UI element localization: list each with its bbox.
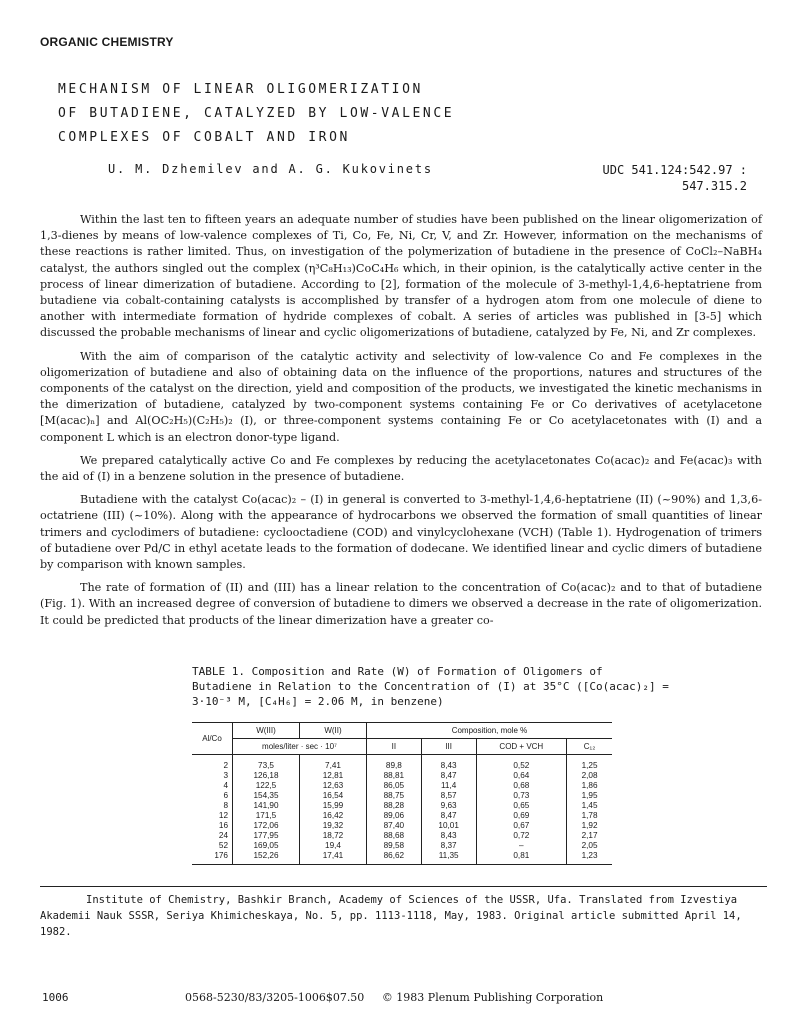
table-cell: 0,73 bbox=[476, 791, 567, 801]
table-cell: 3 bbox=[223, 771, 228, 780]
table-row bbox=[192, 811, 612, 821]
table-cell: 154,35 bbox=[233, 791, 300, 801]
table-cell: 89,58 bbox=[367, 841, 422, 851]
table-cell: 73,5 bbox=[233, 755, 300, 772]
table-cell: 10,01 bbox=[421, 821, 476, 831]
table-cell: 15,99 bbox=[300, 801, 367, 811]
table-row bbox=[192, 791, 612, 801]
table-cell: 89,8 bbox=[367, 755, 422, 772]
table-cell: 17,41 bbox=[300, 851, 367, 865]
table-row bbox=[192, 801, 612, 811]
table-cell: 122,5 bbox=[233, 781, 300, 791]
table-row bbox=[192, 781, 612, 791]
article-title bbox=[58, 78, 454, 150]
table-cell: 1,78 bbox=[567, 811, 612, 821]
table-cell: 9,63 bbox=[421, 801, 476, 811]
publication-line bbox=[185, 991, 617, 1004]
table-cell: 172,06 bbox=[233, 821, 300, 831]
table-cell: 8,37 bbox=[421, 841, 476, 851]
table-cell: 141,90 bbox=[233, 801, 300, 811]
table-cell: 89,06 bbox=[367, 811, 422, 821]
udc-code bbox=[603, 162, 748, 194]
table-cell: 2,08 bbox=[567, 771, 612, 781]
table-cell: 8,43 bbox=[421, 755, 476, 772]
title-line: COMPLEXES OF COBALT AND IRON bbox=[58, 130, 350, 145]
table-cell: 88,68 bbox=[367, 831, 422, 841]
col-header-units: moles/liter · sec · 10⁷ bbox=[233, 739, 367, 755]
table-cell: 24 bbox=[218, 831, 228, 840]
table-row bbox=[192, 831, 612, 841]
col-header-ii: II bbox=[367, 739, 422, 755]
col-header-w3: W(III) bbox=[233, 723, 300, 739]
col-header-iii: III bbox=[421, 739, 476, 755]
table-cell: 19,32 bbox=[300, 821, 367, 831]
title-line: OF BUTADIENE, CATALYZED BY LOW-VALENCE bbox=[58, 106, 455, 121]
data-table bbox=[192, 722, 612, 865]
udc-line: 547.315.2 bbox=[681, 179, 747, 193]
table-cell: 1,95 bbox=[567, 791, 612, 801]
col-header-composition: Composition, mole % bbox=[367, 723, 613, 739]
table-cell: 11,4 bbox=[421, 781, 476, 791]
page-number: 1006 bbox=[42, 991, 69, 1004]
table-cell: 0,52 bbox=[476, 755, 567, 772]
table-cell: 88,81 bbox=[367, 771, 422, 781]
table-cell: 2 bbox=[223, 761, 228, 770]
table-cell: 86,05 bbox=[367, 781, 422, 791]
table-cell: 1,86 bbox=[567, 781, 612, 791]
table-cell: 8,47 bbox=[421, 811, 476, 821]
table-cell: 0,67 bbox=[476, 821, 567, 831]
col-header-w2: W(II) bbox=[300, 723, 367, 739]
table-cell: 1,25 bbox=[567, 755, 612, 772]
table-cell: 2,17 bbox=[567, 831, 612, 841]
table-row bbox=[192, 755, 612, 772]
col-header-c12: C₁₂ bbox=[567, 739, 612, 755]
table-cell: 0,72 bbox=[476, 831, 567, 841]
table-body bbox=[192, 755, 612, 865]
table-cell: 126,18 bbox=[233, 771, 300, 781]
table-cell: 88,28 bbox=[367, 801, 422, 811]
paragraph: The rate of formation of (II) and (III) has a linear relation to the concentration of Co(acac)₂ and to that of butadiene (Fig. 1). With an increased degree of conversion of butadiene to dimers we observed a decrease in the rate of oligomerization. It could be predicted that products of the linear dimerization have a greater co- bbox=[40, 581, 762, 627]
section-label: ORGANIC CHEMISTRY bbox=[40, 35, 174, 49]
table-cell: 1,45 bbox=[567, 801, 612, 811]
table-cell: 12,63 bbox=[300, 781, 367, 791]
caption-line: Butadiene in Relation to the Concentration of (I) at 35°C ([Co(acac)₂] = bbox=[192, 680, 669, 693]
table-cell: 11,35 bbox=[421, 851, 476, 865]
article-code: 0568-5230/83/3205-1006$07.50 bbox=[185, 991, 365, 1004]
col-header-cod-vch: COD + VCH bbox=[476, 739, 567, 755]
table-cell: 152,26 bbox=[233, 851, 300, 865]
article-body bbox=[40, 212, 762, 636]
table-cell: 0,69 bbox=[476, 811, 567, 821]
udc-line: UDC 541.124:542.97 : bbox=[602, 163, 747, 177]
copyright: © 1983 Plenum Publishing Corporation bbox=[381, 991, 604, 1004]
title-line: MECHANISM OF LINEAR OLIGOMERIZATION bbox=[58, 82, 423, 97]
paragraph: Butadiene with the catalyst Co(acac)₂ – (I) in general is converted to 3-methyl-1,4,6-heptatriene (II) (~90%) and 1,3,6-octatriene (III) (~10%). Along with the appearance of hydrocarbons we observed the formation of small quantities of linear trimers and cyclodimers of butadiene: cyclooctadiene (COD) and vinylcyclohexane (VCH) (Table 1). Hydrogenation of trimers of butadiene over Pd/C in ethyl acetate leads to the formation of dodecane. We identified linear and cyclic dimers of butadiene by comparison with known samples. bbox=[40, 493, 762, 572]
caption-line: 3·10⁻³ M, [C₄H₆] = 2.06 M, in benzene) bbox=[192, 695, 444, 708]
table-cell: 2,05 bbox=[567, 841, 612, 851]
paragraph: With the aim of comparison of the catalytic activity and selectivity of low-valence Co and Fe complexes in the oligomerization of butadiene and also of obtaining data on the influence of the proportions, natures and structures of the components of the catalyst on the direction, yield and composition of the products, we investigated the kinetic mechanisms in the dimerization of butadiene, catalyzed by two-component systems containing Fe or Co derivatives of acetylacetone [M(acac)ₙ] and Al(OC₂H₅)(C₂H₅)₂ (I), or three-component systems containing Fe or Co acetylacetonates with (I) and a component L which is an electron donor-type ligand. bbox=[40, 349, 762, 444]
table-cell: 16 bbox=[218, 821, 228, 830]
table-cell: 0,68 bbox=[476, 781, 567, 791]
table-cell: 6 bbox=[223, 791, 228, 800]
table-caption bbox=[192, 664, 669, 709]
col-header-ratio: Al/Co bbox=[202, 734, 222, 743]
table-cell: 87,40 bbox=[367, 821, 422, 831]
table-row bbox=[192, 771, 612, 781]
footnote-rule bbox=[40, 886, 767, 887]
table-cell: 4 bbox=[223, 781, 228, 790]
caption-line: TABLE 1. Composition and Rate (W) of Formation of Oligomers of bbox=[192, 665, 603, 678]
table-cell: 19,4 bbox=[300, 841, 367, 851]
paragraph: We prepared catalytically active Co and Fe complexes by reducing the acetylacetonates Co(acac)₂ and Fe(acac)₃ with the aid of (I) in a benzene solution in the presence of butadiene. bbox=[40, 453, 762, 484]
paragraph: Within the last ten to fifteen years an adequate number of studies have been published on the linear oligomerization of 1,3-dienes by means of low-valence complexes of Ti, Co, Fe, Ni, Cr, V, and Zr. However, information on the mechanisms of these reactions is rather limited. Thus, on investigation of the polymerization of butadiene in the presence of CoCl₂–NaBH₄ catalyst, the authors singled out the complex (η³C₈H₁₃)CoC₄H₆ which, in their opinion, is the catalytically active center in the process of linear dimerization of butadiene. According to [2], formation of the molecule of 3-methyl-1,4,6-heptatriene from butadiene via cobalt-containing catalysts is accomplished by transfer of a hydrogen atom from one molecule of diene to another with intermediate formation of hydride complexes of cobalt. A series of articles was published in [3-5] which discussed the probable mechanisms of linear and cyclic oligomerizations of butadiene, catalyzed by Fe, Ni, and Zr complexes. bbox=[40, 213, 762, 340]
table-cell: 12 bbox=[218, 811, 228, 820]
table-cell: 7,41 bbox=[300, 755, 367, 772]
table-row bbox=[192, 851, 612, 865]
table-cell: – bbox=[476, 841, 567, 851]
table-cell: 177,95 bbox=[233, 831, 300, 841]
table-cell: 16,54 bbox=[300, 791, 367, 801]
table-cell: 1,92 bbox=[567, 821, 612, 831]
table-cell: 8,43 bbox=[421, 831, 476, 841]
table-cell: 169,05 bbox=[233, 841, 300, 851]
table-cell: 0,81 bbox=[476, 851, 567, 865]
table-cell: 18,72 bbox=[300, 831, 367, 841]
table-cell: 16,42 bbox=[300, 811, 367, 821]
table-cell: 8,57 bbox=[421, 791, 476, 801]
footnote: Institute of Chemistry, Bashkir Branch, Academy of Sciences of the USSR, Ufa. Translated from Izvestiya Akademii Nauk SSSR, Seriya Khimicheskaya, No. 5, pp. 1113-1118, May, 1983. Original article submitted April 14, 1982. bbox=[40, 894, 742, 938]
table-row bbox=[192, 841, 612, 851]
table-cell: 1,23 bbox=[567, 851, 612, 865]
table-cell: 12,81 bbox=[300, 771, 367, 781]
table-cell: 88,75 bbox=[367, 791, 422, 801]
table-cell: 176 bbox=[214, 851, 228, 860]
table-cell: 171,5 bbox=[233, 811, 300, 821]
table-cell: 0,65 bbox=[476, 801, 567, 811]
table-row bbox=[192, 821, 612, 831]
table-cell: 52 bbox=[218, 841, 228, 850]
table-cell: 0,64 bbox=[476, 771, 567, 781]
table-cell: 86,62 bbox=[367, 851, 422, 865]
table-cell: 8 bbox=[223, 801, 228, 810]
authors: U. M. Dzhemilev and A. G. Kukovinets bbox=[108, 162, 433, 176]
table-cell: 8,47 bbox=[421, 771, 476, 781]
